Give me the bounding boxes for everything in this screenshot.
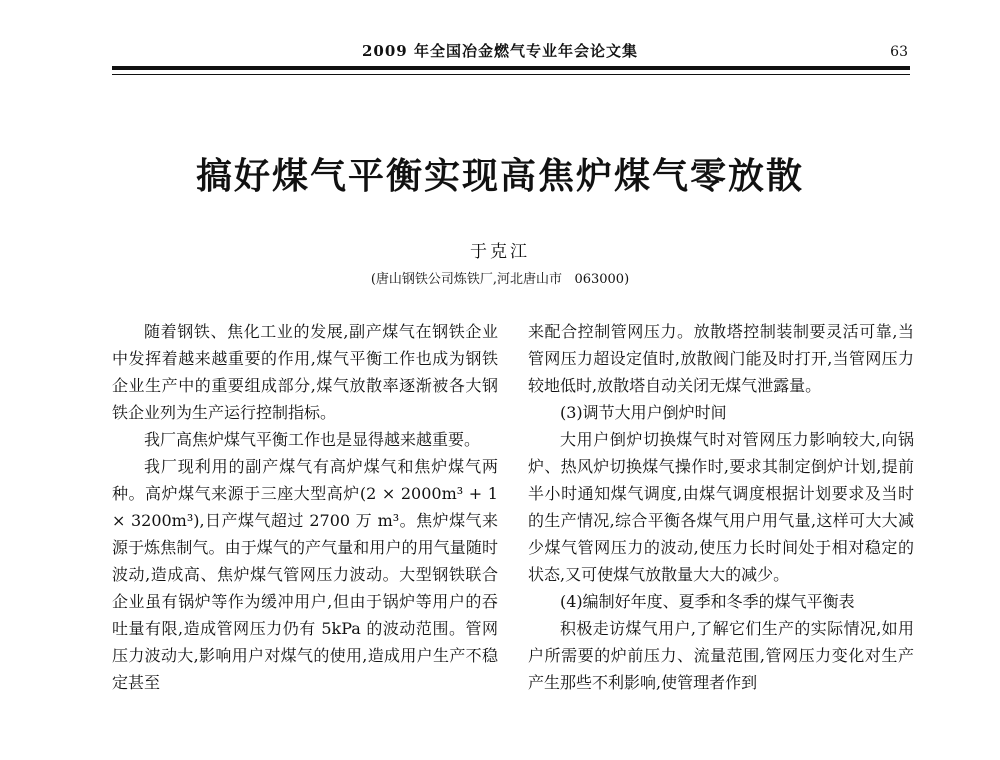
page-number: 63 [890, 44, 908, 60]
header-rule-thin [112, 74, 910, 75]
running-title: 2009 年全国冶金燃气专业年会论文集 [362, 42, 638, 60]
header-rule-thick [112, 66, 910, 70]
left-column [112, 318, 498, 696]
paragraph: 来配合控制管网压力。放散塔控制装制要灵活可靠,当管网压力超设定值时,放散阀门能及时打开,当管网压力较地低时,放散塔自动关闭无煤气泄露量。 [528, 322, 914, 395]
paragraph: 大用户倒炉切换煤气时对管网压力影响较大,向锅炉、热风炉切换煤气操作时,要求其制定倒炉计划,提前半小时通知煤气调度,由煤气调度根据计划要求及当时的生产情况,综合平衡各煤气用户用气量,这样可大大减少煤气管网压力的波动,使压力长时间处于相对稳定的状态,又可使煤气放散量大大的减少。 [528, 430, 914, 584]
section-heading: (3)调节大用户倒炉时间 [560, 403, 727, 422]
paragraph: 随着钢铁、焦化工业的发展,副产煤气在钢铁企业中发挥着越来越重要的作用,煤气平衡工作也成为钢铁企业生产中的重要组成部分,煤气放散率逐渐被各大钢铁企业列为生产运行控制指标。 [112, 322, 498, 422]
paragraph: 积极走访煤气用户,了解它们生产的实际情况,如用户所需要的炉前压力、流量范围,管网压力变化对生产产生那些不利影响,使管理者作到 [528, 619, 914, 692]
right-column [528, 318, 914, 696]
author: 于克江 [470, 242, 530, 262]
paragraph: 我厂高焦炉煤气平衡工作也是显得越来越重要。 [144, 430, 481, 449]
paper-title: 搞好煤气平衡实现高焦炉煤气零放散 [195, 155, 804, 197]
paragraph: 我厂现利用的副产煤气有高炉煤气和焦炉煤气两种。高炉煤气来源于三座大型高炉(2 × 2000m³ + 1 × 3200m³),日产煤气超过 2700 万 m³。焦炉煤气来源于炼焦制气。由于煤气的产气量和用户的用气量随时波动,造成高、焦炉煤气管网压力波动。大型钢铁联合企业虽有锅炉等作为缓冲用户,但由于锅炉等用户的吞吐量有限,造成管网压力仍有 5kPa 的波动范围。管网压力波动大,影响用户对煤气的使用,造成用户生产不稳定甚至 [112, 457, 498, 692]
affiliation: (唐山钢铁公司炼铁厂,河北唐山市 063000) [370, 272, 630, 287]
section-heading: (4)编制好年度、夏季和冬季的煤气平衡表 [560, 592, 855, 611]
